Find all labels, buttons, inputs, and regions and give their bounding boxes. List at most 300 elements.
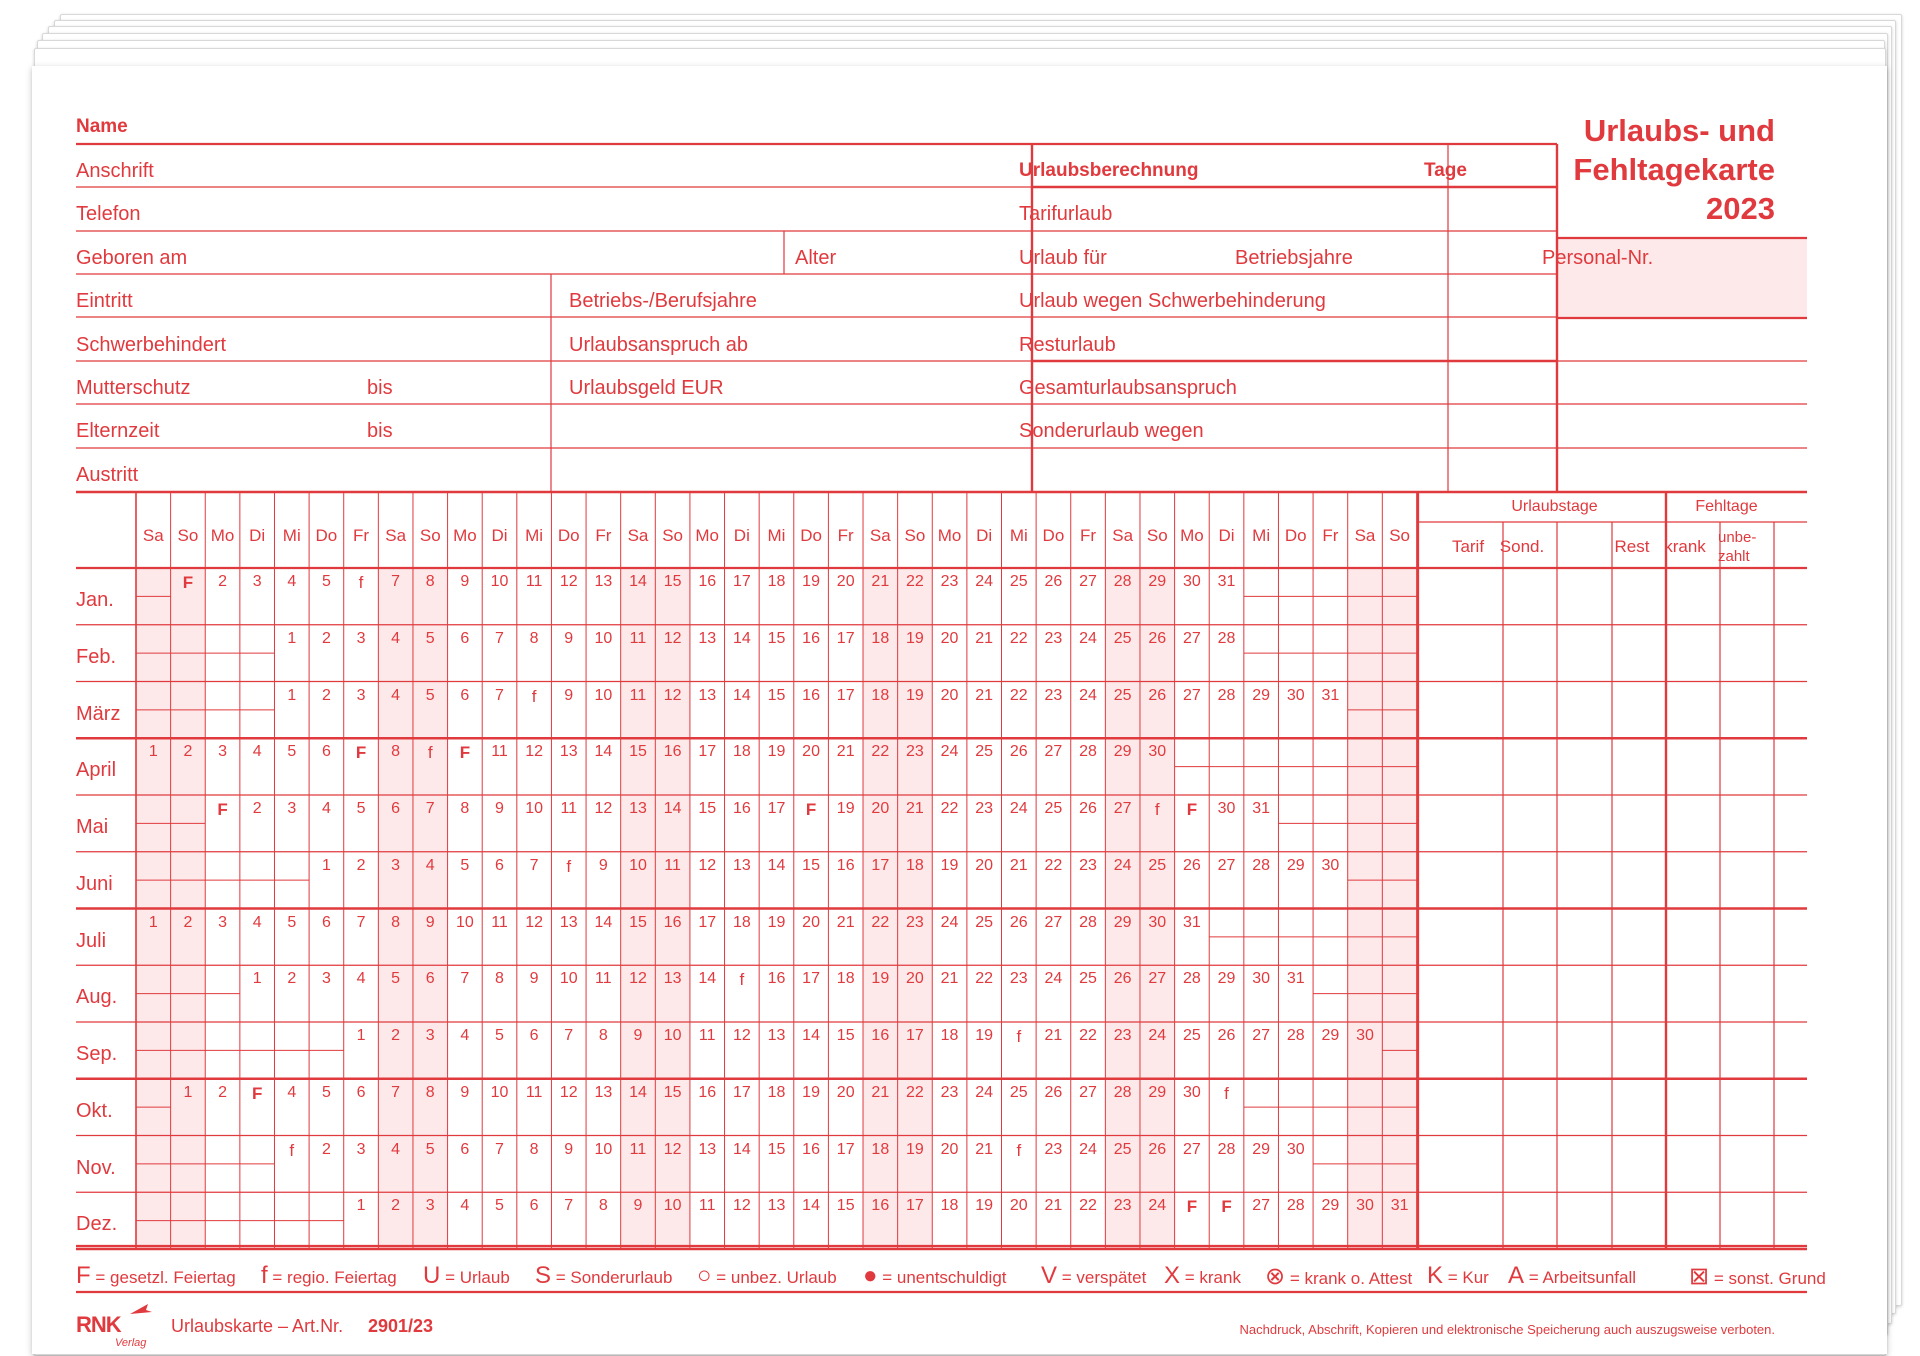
day-cell[interactable]: 23: [1079, 856, 1097, 874]
day-cell[interactable]: 27: [1217, 856, 1236, 874]
day-cell[interactable]: 4: [391, 1140, 401, 1158]
day-cell[interactable]: 31: [1183, 913, 1201, 931]
day-cell[interactable]: 27: [1113, 800, 1132, 817]
day-cell[interactable]: 4: [252, 743, 262, 761]
day-cell[interactable]: 1: [356, 1197, 366, 1215]
day-cell[interactable]: 11: [629, 629, 647, 647]
day-cell[interactable]: 16: [663, 743, 682, 761]
day-cell[interactable]: 16: [802, 686, 820, 704]
day-cell[interactable]: 7: [529, 856, 539, 874]
day-cell[interactable]: 31: [1286, 970, 1305, 988]
day-cell[interactable]: 22: [940, 800, 959, 817]
day-cell[interactable]: 9: [460, 1083, 470, 1101]
day-cell[interactable]: 25: [975, 743, 994, 761]
day-cell[interactable]: 27: [1044, 913, 1063, 931]
day-cell[interactable]: 4: [391, 686, 401, 704]
day-cell[interactable]: 25: [975, 913, 994, 931]
day-cell[interactable]: 29: [1286, 856, 1305, 874]
day-cell[interactable]: 29: [1217, 970, 1236, 988]
day-cell[interactable]: 17: [906, 1027, 924, 1044]
day-cell[interactable]: 5: [460, 856, 470, 874]
day-cell[interactable]: 25: [1113, 686, 1132, 704]
day-cell[interactable]: 22: [871, 913, 890, 931]
day-cell[interactable]: 26: [1044, 1083, 1063, 1101]
day-cell[interactable]: 28: [1286, 1197, 1305, 1215]
day-cell[interactable]: 17: [871, 856, 890, 874]
day-cell[interactable]: 27: [1079, 573, 1097, 590]
day-cell[interactable]: 2: [218, 1083, 227, 1101]
day-cell[interactable]: 28: [1113, 573, 1132, 590]
day-cell[interactable]: 26: [1044, 573, 1063, 590]
day-cell[interactable]: 19: [906, 629, 924, 647]
day-cell[interactable]: 2: [356, 856, 366, 874]
day-cell[interactable]: 7: [425, 800, 435, 817]
day-cell[interactable]: 25: [1009, 1083, 1028, 1101]
day-cell[interactable]: 17: [698, 743, 717, 761]
day-cell[interactable]: 10: [629, 856, 647, 874]
day-cell[interactable]: 4: [460, 1197, 470, 1215]
day-cell[interactable]: 1: [287, 686, 297, 704]
day-cell[interactable]: 28: [1217, 686, 1236, 704]
day-cell[interactable]: 4: [287, 573, 297, 590]
day-cell[interactable]: 6: [460, 686, 470, 704]
day-cell[interactable]: 7: [391, 1083, 401, 1101]
day-cell[interactable]: 22: [906, 1083, 924, 1101]
day-cell[interactable]: 5: [425, 1140, 435, 1158]
day-cell[interactable]: 18: [906, 856, 924, 874]
day-cell[interactable]: 30: [1148, 913, 1167, 931]
day-cell[interactable]: 13: [767, 1197, 786, 1215]
day-cell[interactable]: 2: [321, 1140, 331, 1158]
day-cell[interactable]: 7: [564, 1197, 574, 1215]
day-cell[interactable]: 26: [1079, 800, 1097, 817]
day-cell[interactable]: 24: [1148, 1197, 1167, 1215]
day-cell[interactable]: 27: [1079, 1083, 1097, 1101]
day-cell[interactable]: 23: [1009, 970, 1028, 988]
day-cell[interactable]: 27: [1252, 1197, 1271, 1215]
day-cell[interactable]: 11: [595, 970, 612, 988]
day-cell[interactable]: 2: [218, 573, 227, 590]
day-cell[interactable]: 10: [594, 1140, 613, 1158]
day-cell[interactable]: 19: [767, 743, 786, 761]
day-cell[interactable]: F: [251, 1083, 263, 1103]
day-cell[interactable]: 11: [698, 1027, 716, 1044]
day-cell[interactable]: 10: [525, 800, 544, 817]
day-cell[interactable]: 17: [698, 913, 717, 931]
day-cell[interactable]: 12: [663, 629, 682, 647]
day-cell[interactable]: 2: [321, 629, 331, 647]
day-cell[interactable]: F: [1186, 800, 1198, 819]
day-cell[interactable]: 4: [287, 1083, 297, 1101]
day-cell[interactable]: 12: [732, 1197, 751, 1215]
day-cell[interactable]: 12: [525, 913, 544, 931]
day-cell[interactable]: 13: [698, 686, 717, 704]
day-cell[interactable]: 29: [1148, 1083, 1167, 1101]
day-cell[interactable]: 15: [802, 856, 820, 874]
day-cell[interactable]: 15: [836, 1027, 855, 1044]
day-cell[interactable]: F: [805, 800, 817, 819]
day-cell[interactable]: 4: [425, 856, 435, 874]
day-cell[interactable]: 13: [629, 800, 647, 817]
day-cell[interactable]: 16: [663, 913, 682, 931]
day-cell[interactable]: 30: [1321, 856, 1340, 874]
day-cell[interactable]: 9: [564, 686, 574, 704]
day-cell[interactable]: 26: [1113, 970, 1132, 988]
day-cell[interactable]: 8: [598, 1197, 608, 1215]
day-cell[interactable]: 5: [321, 1083, 331, 1101]
day-cell[interactable]: 27: [1252, 1027, 1271, 1044]
day-cell[interactable]: 11: [698, 1197, 716, 1215]
day-cell[interactable]: 7: [495, 629, 504, 647]
day-cell[interactable]: 16: [802, 1140, 820, 1158]
day-cell[interactable]: 5: [287, 743, 297, 761]
day-cell[interactable]: 20: [836, 1083, 855, 1101]
day-cell[interactable]: 8: [495, 970, 504, 988]
day-cell[interactable]: 13: [594, 573, 613, 590]
day-cell[interactable]: 22: [1009, 686, 1028, 704]
day-cell[interactable]: 5: [287, 913, 297, 931]
day-cell[interactable]: 6: [529, 1197, 539, 1215]
day-cell[interactable]: 14: [802, 1027, 820, 1044]
day-cell[interactable]: 23: [975, 800, 994, 817]
day-cell[interactable]: 27: [1183, 686, 1201, 704]
day-cell[interactable]: 3: [218, 743, 227, 761]
day-cell[interactable]: 19: [871, 970, 890, 988]
day-cell[interactable]: 15: [698, 800, 717, 817]
day-cell[interactable]: 6: [529, 1027, 539, 1044]
day-cell[interactable]: 11: [664, 856, 681, 874]
day-cell[interactable]: 1: [321, 856, 331, 874]
day-cell[interactable]: 15: [629, 913, 647, 931]
day-cell[interactable]: 13: [594, 1083, 613, 1101]
day-cell[interactable]: 5: [495, 1197, 504, 1215]
day-cell[interactable]: f: [1016, 1027, 1022, 1046]
day-cell[interactable]: 13: [732, 856, 751, 874]
day-cell[interactable]: 14: [629, 1083, 647, 1101]
day-cell[interactable]: 19: [802, 573, 820, 590]
day-cell[interactable]: 4: [460, 1027, 470, 1044]
day-cell[interactable]: F: [182, 573, 194, 592]
day-cell[interactable]: 12: [629, 970, 647, 988]
day-cell[interactable]: 18: [871, 629, 890, 647]
day-cell[interactable]: 19: [836, 800, 855, 817]
day-cell[interactable]: 11: [491, 913, 508, 931]
day-cell[interactable]: 28: [1217, 1140, 1236, 1158]
day-cell[interactable]: 26: [1217, 1027, 1236, 1044]
day-cell[interactable]: F: [459, 743, 471, 763]
day-cell[interactable]: 31: [1217, 573, 1236, 590]
day-cell[interactable]: 12: [594, 800, 613, 817]
day-cell[interactable]: 14: [698, 970, 717, 988]
day-cell[interactable]: 22: [871, 743, 890, 761]
day-cell[interactable]: 2: [252, 800, 262, 817]
day-cell[interactable]: 29: [1252, 1140, 1271, 1158]
day-cell[interactable]: 1: [148, 913, 158, 931]
day-cell[interactable]: 30: [1217, 800, 1236, 817]
day-cell[interactable]: 9: [495, 800, 504, 817]
day-cell[interactable]: F: [217, 800, 228, 819]
day-cell[interactable]: 13: [559, 743, 578, 761]
day-cell[interactable]: 15: [836, 1197, 855, 1215]
day-cell[interactable]: 13: [767, 1027, 786, 1044]
day-cell[interactable]: 12: [732, 1027, 751, 1044]
day-cell[interactable]: 10: [663, 1197, 682, 1215]
day-cell[interactable]: 3: [425, 1027, 435, 1044]
day-cell[interactable]: 21: [871, 573, 890, 590]
day-cell[interactable]: 4: [391, 629, 401, 647]
day-cell[interactable]: F: [355, 743, 367, 763]
day-cell[interactable]: 5: [425, 629, 435, 647]
day-cell[interactable]: 8: [425, 1083, 435, 1101]
day-cell[interactable]: 22: [1079, 1027, 1097, 1044]
day-cell[interactable]: f: [1224, 1083, 1229, 1103]
day-cell[interactable]: 9: [598, 856, 608, 874]
day-cell[interactable]: 14: [594, 743, 613, 761]
day-cell[interactable]: 20: [871, 800, 890, 817]
day-cell[interactable]: 25: [1044, 800, 1063, 817]
day-cell[interactable]: 14: [732, 629, 751, 647]
day-cell[interactable]: 6: [460, 629, 470, 647]
day-cell[interactable]: 10: [594, 686, 613, 704]
day-cell[interactable]: 18: [871, 1140, 890, 1158]
day-cell[interactable]: 29: [1113, 743, 1132, 761]
day-cell[interactable]: 15: [663, 1083, 682, 1101]
day-cell[interactable]: 15: [767, 686, 786, 704]
day-cell[interactable]: 3: [252, 573, 262, 590]
day-cell[interactable]: 20: [836, 573, 855, 590]
day-cell[interactable]: 6: [495, 856, 504, 874]
day-cell[interactable]: 27: [1183, 629, 1201, 647]
day-cell[interactable]: 17: [836, 629, 855, 647]
day-cell[interactable]: 5: [391, 970, 401, 988]
day-cell[interactable]: 23: [940, 1083, 959, 1101]
day-cell[interactable]: 4: [252, 913, 262, 931]
day-cell[interactable]: 29: [1252, 686, 1271, 704]
day-cell[interactable]: 11: [491, 743, 508, 761]
day-cell[interactable]: 17: [732, 1083, 751, 1101]
day-cell[interactable]: 1: [356, 1027, 366, 1044]
day-cell[interactable]: 15: [663, 573, 682, 590]
day-cell[interactable]: 3: [356, 686, 366, 704]
day-cell[interactable]: 28: [1286, 1027, 1305, 1044]
day-cell[interactable]: 7: [564, 1027, 574, 1044]
day-cell[interactable]: 26: [1009, 743, 1028, 761]
day-cell[interactable]: 1: [148, 743, 158, 761]
day-cell[interactable]: 3: [356, 1140, 366, 1158]
day-cell[interactable]: 8: [391, 743, 401, 761]
day-cell[interactable]: 16: [767, 970, 786, 988]
day-cell[interactable]: 6: [356, 1083, 366, 1101]
day-cell[interactable]: f: [1016, 1140, 1022, 1160]
day-cell[interactable]: 25: [1009, 573, 1028, 590]
day-cell[interactable]: 28: [1217, 629, 1236, 647]
day-cell[interactable]: 10: [594, 629, 613, 647]
day-cell[interactable]: 21: [1044, 1197, 1063, 1215]
day-cell[interactable]: 16: [698, 573, 717, 590]
day-cell[interactable]: 5: [321, 573, 331, 590]
day-cell[interactable]: 2: [391, 1027, 401, 1044]
day-cell[interactable]: 31: [1390, 1197, 1409, 1215]
day-cell[interactable]: 24: [1079, 1140, 1097, 1158]
day-cell[interactable]: 26: [1009, 913, 1028, 931]
day-cell[interactable]: 8: [529, 1140, 539, 1158]
day-cell[interactable]: 28: [1079, 743, 1097, 761]
day-cell[interactable]: 16: [802, 629, 820, 647]
day-cell[interactable]: 3: [391, 856, 401, 874]
day-cell[interactable]: 23: [906, 913, 924, 931]
day-cell[interactable]: 1: [287, 629, 297, 647]
day-cell[interactable]: 2: [391, 1197, 401, 1215]
day-cell[interactable]: 13: [559, 913, 578, 931]
day-cell[interactable]: 21: [871, 1083, 890, 1101]
day-cell[interactable]: 18: [732, 743, 751, 761]
day-cell[interactable]: 24: [1044, 970, 1063, 988]
day-cell[interactable]: f: [358, 573, 364, 592]
day-cell[interactable]: 19: [767, 913, 786, 931]
day-cell[interactable]: 25: [1148, 856, 1167, 874]
day-cell[interactable]: 21: [906, 800, 924, 817]
day-cell[interactable]: 30: [1286, 1140, 1305, 1158]
day-cell[interactable]: 14: [663, 800, 682, 817]
day-cell[interactable]: 9: [425, 913, 435, 931]
day-cell[interactable]: 24: [975, 1083, 994, 1101]
day-cell[interactable]: 11: [525, 1083, 543, 1101]
day-cell[interactable]: 15: [767, 629, 786, 647]
day-cell[interactable]: 22: [906, 573, 924, 590]
day-cell[interactable]: 23: [1044, 686, 1063, 704]
day-cell[interactable]: 3: [321, 970, 331, 988]
day-cell[interactable]: 19: [975, 1197, 994, 1215]
day-cell[interactable]: 20: [940, 629, 959, 647]
day-cell[interactable]: 20: [1009, 1197, 1028, 1215]
day-cell[interactable]: 22: [1009, 629, 1028, 647]
day-cell[interactable]: 30: [1356, 1027, 1374, 1044]
day-cell[interactable]: 19: [975, 1027, 994, 1044]
day-cell[interactable]: 12: [525, 743, 544, 761]
day-cell[interactable]: 14: [767, 856, 786, 874]
day-cell[interactable]: 26: [1148, 629, 1167, 647]
day-cell[interactable]: 17: [767, 800, 786, 817]
day-cell[interactable]: 3: [287, 800, 297, 817]
day-cell[interactable]: 26: [1183, 856, 1201, 874]
day-cell[interactable]: 27: [1148, 970, 1167, 988]
day-cell[interactable]: 22: [1044, 856, 1063, 874]
day-cell[interactable]: 12: [663, 1140, 682, 1158]
day-cell[interactable]: 13: [663, 970, 682, 988]
day-cell[interactable]: 6: [460, 1140, 470, 1158]
day-cell[interactable]: 20: [802, 913, 820, 931]
day-cell[interactable]: 23: [1113, 1027, 1132, 1044]
day-cell[interactable]: 12: [663, 686, 682, 704]
day-cell[interactable]: 20: [940, 686, 959, 704]
day-cell[interactable]: 28: [1252, 856, 1271, 874]
day-cell[interactable]: 11: [629, 686, 647, 704]
day-cell[interactable]: 21: [975, 629, 994, 647]
day-cell[interactable]: 10: [455, 913, 474, 931]
day-cell[interactable]: 2: [321, 686, 331, 704]
day-cell[interactable]: 14: [732, 686, 751, 704]
day-cell[interactable]: 5: [495, 1027, 504, 1044]
day-cell[interactable]: 7: [495, 1140, 504, 1158]
day-cell[interactable]: F: [1186, 1197, 1198, 1217]
day-cell[interactable]: 30: [1356, 1197, 1374, 1215]
day-cell[interactable]: 16: [836, 856, 855, 874]
day-cell[interactable]: 28: [1079, 913, 1097, 931]
day-cell[interactable]: 14: [802, 1197, 820, 1215]
day-cell[interactable]: 8: [391, 913, 401, 931]
day-cell[interactable]: 28: [1113, 1083, 1132, 1101]
day-cell[interactable]: 16: [871, 1027, 890, 1044]
day-cell[interactable]: 18: [940, 1027, 959, 1044]
day-cell[interactable]: 24: [1079, 629, 1097, 647]
day-cell[interactable]: 20: [940, 1140, 959, 1158]
day-cell[interactable]: 23: [1044, 629, 1063, 647]
day-cell[interactable]: 20: [906, 970, 924, 988]
day-cell[interactable]: 7: [460, 970, 470, 988]
day-cell[interactable]: 18: [732, 913, 751, 931]
day-cell[interactable]: f: [566, 856, 572, 876]
day-cell[interactable]: 26: [1148, 686, 1167, 704]
day-cell[interactable]: 31: [1321, 686, 1340, 704]
day-cell[interactable]: 18: [767, 1083, 786, 1101]
day-cell[interactable]: 7: [356, 913, 366, 931]
day-cell[interactable]: 21: [975, 1140, 994, 1158]
day-cell[interactable]: 30: [1252, 970, 1271, 988]
day-cell[interactable]: 24: [1113, 856, 1132, 874]
day-cell[interactable]: 30: [1286, 686, 1305, 704]
day-cell[interactable]: 20: [802, 743, 820, 761]
day-cell[interactable]: 3: [356, 629, 366, 647]
day-cell[interactable]: f: [739, 970, 745, 990]
day-cell[interactable]: 18: [940, 1197, 959, 1215]
day-cell[interactable]: 24: [1148, 1027, 1167, 1044]
day-cell[interactable]: 28: [1183, 970, 1201, 988]
day-cell[interactable]: f: [1154, 800, 1160, 819]
day-cell[interactable]: 2: [183, 913, 193, 931]
day-cell[interactable]: 19: [940, 856, 959, 874]
day-cell[interactable]: 4: [321, 800, 331, 817]
day-cell[interactable]: 8: [460, 800, 470, 817]
day-cell[interactable]: 7: [495, 686, 504, 704]
day-cell[interactable]: 29: [1321, 1197, 1340, 1215]
day-cell[interactable]: 30: [1148, 743, 1167, 761]
day-cell[interactable]: 1: [252, 970, 262, 988]
day-cell[interactable]: F: [1221, 1197, 1232, 1217]
day-cell[interactable]: 9: [633, 1027, 643, 1044]
day-cell[interactable]: 8: [598, 1027, 608, 1044]
day-cell[interactable]: 17: [802, 970, 820, 988]
day-cell[interactable]: 10: [490, 573, 509, 590]
day-cell[interactable]: 23: [906, 743, 924, 761]
day-cell[interactable]: 18: [871, 686, 890, 704]
day-cell[interactable]: 10: [663, 1027, 682, 1044]
day-cell[interactable]: 9: [633, 1197, 643, 1215]
day-cell[interactable]: 27: [1044, 743, 1063, 761]
day-cell[interactable]: 2: [183, 743, 193, 761]
day-cell[interactable]: 25: [1113, 1140, 1132, 1158]
day-cell[interactable]: 29: [1321, 1027, 1340, 1044]
day-cell[interactable]: 26: [1148, 1140, 1167, 1158]
day-cell[interactable]: 15: [767, 1140, 786, 1158]
day-cell[interactable]: 23: [1044, 1140, 1063, 1158]
day-cell[interactable]: 10: [559, 970, 578, 988]
day-cell[interactable]: 24: [1009, 800, 1028, 817]
day-cell[interactable]: 13: [698, 1140, 717, 1158]
day-cell[interactable]: 5: [425, 686, 435, 704]
day-cell[interactable]: 17: [906, 1197, 924, 1215]
day-cell[interactable]: 25: [1079, 970, 1097, 988]
day-cell[interactable]: 24: [975, 573, 994, 590]
